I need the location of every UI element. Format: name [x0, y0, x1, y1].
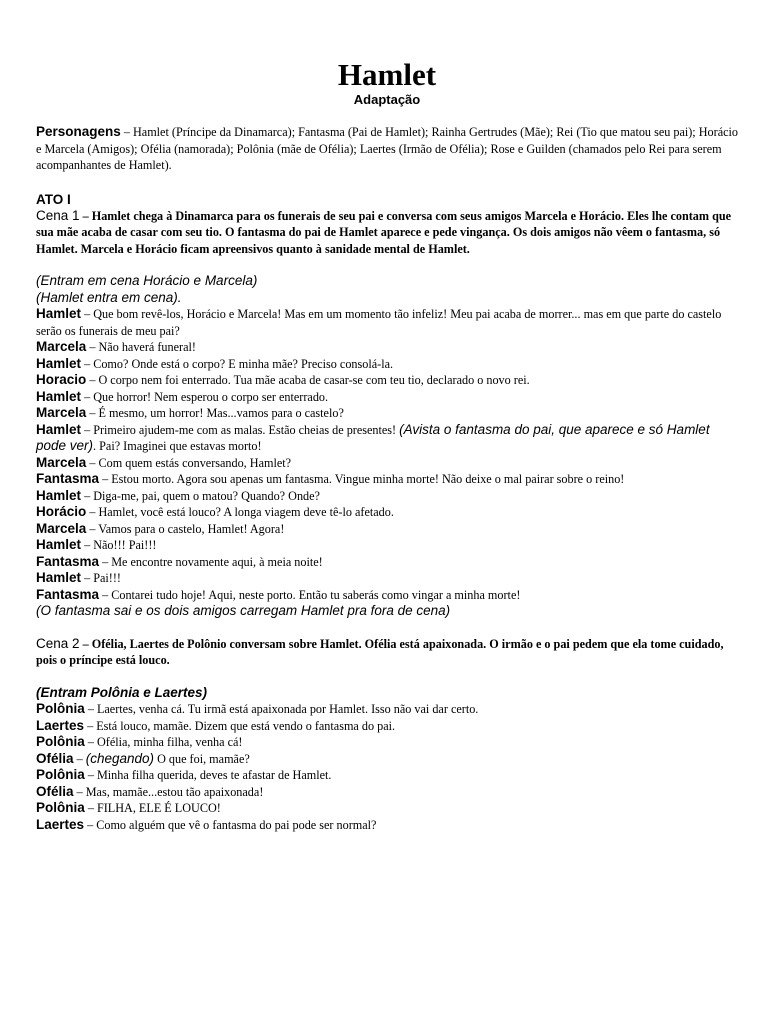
speaker-separator: –: [86, 340, 99, 354]
dialogue-text: Laertes, venha cá. Tu irmã está apaixonada por Hamlet. Isso não vai dar certo.: [96, 702, 479, 716]
dialogue-text: Ofélia, minha filha, venha cá!: [96, 735, 243, 749]
speaker-name: Marcela: [36, 454, 87, 470]
speaker-name: Hamlet: [36, 421, 82, 437]
speaker-separator: –: [73, 784, 86, 799]
dialogue-line: [36, 339, 738, 356]
stage-direction: (Entram em cena Horácio e Marcela): [36, 273, 258, 288]
document-title: Hamlet: [337, 57, 437, 92]
speaker-separator: –: [84, 735, 97, 749]
speaker-separator: –: [99, 472, 112, 486]
speaker-separator: –: [86, 521, 99, 536]
dialogue-text: Como? Onde está o corpo? E minha mãe? Preciso consolá-la.: [93, 356, 394, 371]
dialogue-line: [36, 751, 738, 768]
speaker-separator: –: [86, 505, 99, 519]
dialogue-text: Mas, mamãe...estou tão apaixonada!: [85, 784, 264, 799]
scene-1-description: Hamlet chega à Dinamarca para os funerais de seu pai e conversa com seus amigos Marcela e Horácio. Eles lhe contam que sua mãe acaba de casar com seu tio. O fantasma do pai de Hamlet aparece e pede vingança. Os dois amigos não vêem o fantasma, só Hamlet. Marcela e Horácio ficam apreensivos quanto à sanidade mental de Hamlet.: [36, 208, 732, 256]
dialogue-text: Primeiro ajudem-me com as malas. Estão cheias de presentes!: [93, 422, 400, 437]
dialogue-text: Me encontre novamente aqui, à meia noite!: [111, 554, 323, 569]
dialogue-line: [36, 504, 738, 521]
speaker-name: Hamlet: [36, 306, 82, 321]
dialogue-line: [36, 422, 738, 455]
speaker-name: Polônia: [36, 734, 85, 749]
speaker-separator: –: [81, 307, 94, 321]
scene-1-label: Cena 1: [36, 207, 80, 223]
document-page: [36, 58, 738, 833]
speaker-separator: –: [84, 702, 97, 716]
dialogue-text: Com quem estás conversando, Hamlet?: [98, 455, 292, 470]
personagens-text: Hamlet (Príncipe da Dinamarca); Fantasma (Pai de Hamlet); Rainha Gertrudes (Mãe); Rei (Tio que matou seu pai); Horácio e Marcela (Amigos); Ofélia (namorada); Polônia (mãe de Ofélia); Laertes (Irmão de Ofélia); Rose e Guilden (chamados pelo Rei para serem acompanhantes de Hamlet).: [36, 125, 738, 172]
speaker-separator: –: [84, 768, 97, 782]
dialogue-line: [36, 701, 738, 718]
dialogue-text: Diga-me, pai, quem o matou? Quando? Onde?: [93, 488, 320, 503]
stage-direction: (O fantasma sai e os dois amigos carregam Hamlet pra fora de cena): [36, 603, 451, 618]
speaker-name: Polônia: [36, 767, 85, 782]
dialogue-line: [36, 718, 738, 735]
speaker-name: Laertes: [36, 717, 85, 733]
dialogue-text: Hamlet, você está louco? A longa viagem deve tê-lo afetado.: [98, 505, 394, 519]
speaker-separator: –: [81, 571, 94, 585]
inline-stage-direction: (Avista o fantasma do pai, que aparece e só Hamlet pode ver): [36, 421, 710, 453]
dialogue-line: [36, 356, 738, 373]
dialogue-text: É mesmo, um horror! Mas...vamos para o castelo?: [98, 406, 344, 420]
dialogue-line: [36, 570, 738, 587]
dialogue-line: [36, 587, 738, 604]
dialogue-text: Que horror! Nem esperou o corpo ser enterrado.: [93, 389, 329, 404]
speaker-separator: –: [86, 406, 99, 420]
stage-direction: (Hamlet entra em cena).: [36, 289, 182, 305]
speaker-name: Hamlet: [36, 570, 82, 585]
scene-2-label: Cena 2: [36, 635, 80, 651]
personagens-separator: –: [120, 125, 133, 139]
speaker-name: Marcela: [36, 339, 87, 354]
scene-1-summary: [36, 208, 738, 258]
speaker-separator: –: [81, 488, 94, 503]
speaker-name: Fantasma: [36, 471, 100, 486]
speaker-name: Horacio: [36, 372, 87, 387]
speaker-separator: –: [73, 751, 86, 766]
speaker-separator: –: [84, 817, 97, 832]
inline-stage-direction: (chegando): [85, 750, 155, 766]
dialogue-text: Vamos para o castelo, Hamlet! Agora!: [98, 521, 285, 536]
speaker-separator: –: [81, 538, 94, 552]
scene-2-summary: [36, 636, 738, 669]
dialogue-text-continued: . Pai? Imaginei que estavas morto!: [93, 439, 262, 453]
dialogue-line: [36, 471, 738, 488]
speaker-separator: –: [81, 422, 94, 437]
speaker-name: Ofélia: [36, 750, 74, 766]
scene-1-separator: –: [79, 208, 92, 223]
speaker-name: Laertes: [36, 816, 85, 832]
dialogue-line: [36, 405, 738, 422]
speaker-name: Polônia: [36, 800, 85, 815]
document-subtitle: Adaptação: [353, 92, 421, 107]
speaker-name: Polônia: [36, 701, 85, 716]
speaker-name: Hamlet: [36, 537, 82, 552]
scene-1-dialogue: [36, 306, 738, 603]
act-heading: ATO I: [36, 191, 71, 207]
speaker-name: Marcela: [36, 405, 87, 420]
dialogue-text-continued: O que foi, mamãe?: [154, 751, 250, 766]
speaker-name: Fantasma: [36, 553, 100, 569]
dialogue-text: FILHA, ELE É LOUCO!: [96, 801, 221, 815]
speaker-separator: –: [84, 718, 97, 733]
scene-2-description: Ofélia, Laertes de Polônio conversam sobre Hamlet. Ofélia está apaixonada. O irmão e o pai pedem que ela tome cuidado, pois o príncipe está louco.: [36, 636, 724, 667]
dialogue-line: [36, 800, 738, 817]
speaker-separator: –: [99, 554, 112, 569]
personagens-label: Personagens: [36, 124, 121, 139]
dialogue-text: Contarei tudo hoje! Aqui, neste porto. Então tu saberás como vingar a minha morte!: [111, 587, 521, 602]
dialogue-text: Minha filha querida, deves te afastar de Hamlet.: [96, 768, 332, 782]
speaker-name: Hamlet: [36, 355, 82, 371]
dialogue-line: [36, 784, 738, 801]
dialogue-line: [36, 389, 738, 406]
speaker-name: Fantasma: [36, 586, 100, 602]
dialogue-text: Como alguém que vê o fantasma do pai pode ser normal?: [96, 817, 377, 832]
speaker-separator: –: [81, 389, 94, 404]
dialogue-text: O corpo nem foi enterrado. Tua mãe acaba de casar-se com teu tio, declarado o novo rei.: [98, 373, 530, 387]
speaker-name: Horácio: [36, 504, 87, 519]
speaker-separator: –: [86, 373, 99, 387]
speaker-name: Ofélia: [36, 783, 74, 799]
dialogue-line: [36, 306, 738, 339]
dialogue-text: Pai!!!: [93, 571, 121, 585]
dialogue-line: [36, 734, 738, 751]
dialogue-text: Estou morto. Agora sou apenas um fantasma. Vingue minha morte! Não deixe o mal pairar sobre o reino!: [111, 472, 625, 486]
speaker-separator: –: [81, 356, 94, 371]
scene-2-dialogue: [36, 701, 738, 833]
dialogue-line: [36, 372, 738, 389]
stage-direction: (Entram Polônia e Laertes): [36, 684, 208, 700]
dialogue-line: [36, 537, 738, 554]
dialogue-line: [36, 817, 738, 834]
speaker-name: Hamlet: [36, 388, 82, 404]
speaker-separator: –: [99, 587, 112, 602]
dialogue-text: Está louco, mamãe. Dizem que está vendo o fantasma do pai.: [96, 718, 396, 733]
dialogue-text: Não!!! Pai!!!: [93, 538, 157, 552]
speaker-separator: –: [84, 801, 97, 815]
dialogue-line: [36, 521, 738, 538]
scene-2-separator: –: [79, 636, 92, 651]
dialogue-line: [36, 488, 738, 505]
speaker-name: Hamlet: [36, 487, 82, 503]
dialogue-text: Não haverá funeral!: [98, 340, 196, 354]
personagens-paragraph: [36, 124, 738, 174]
dialogue-line: [36, 767, 738, 784]
dialogue-text: Que bom revê-los, Horácio e Marcela! Mas em um momento tão infeliz! Meu pai acaba de morrer... mas em que parte do castelo serão os funerais de meu pai?: [36, 307, 722, 338]
speaker-name: Marcela: [36, 520, 87, 536]
dialogue-line: [36, 455, 738, 472]
dialogue-line: [36, 554, 738, 571]
speaker-separator: –: [86, 455, 99, 470]
